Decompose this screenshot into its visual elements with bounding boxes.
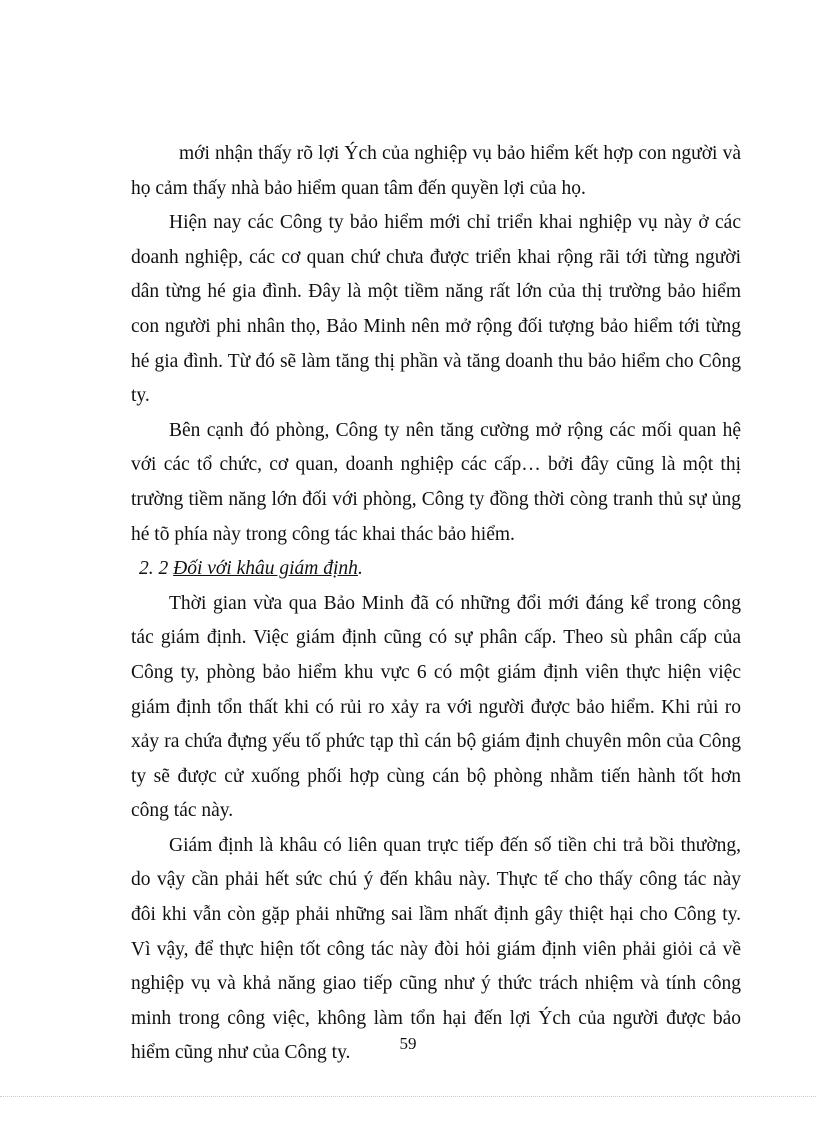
paragraph-assessment-importance: Giám định là khâu có liên quan trực tiếp đến số tiền chi trả bồi thường, do vậy cần phải hết sức chú ý đến khâu này. Thực tế cho thấy công tác này đôi khi vẫn còn gặp phải những sai lầm nhất định gây thiệt hại cho Công ty. Vì vậy, để thực hiện tốt công tác này đòi hỏi giám định viên phải giỏi cả về nghiệp vụ và khả năng giao tiếp cũng như ý thức trách nhiệm và tính công minh trong công việc, không làm tổn hại đến lợi Ých của người được bảo hiểm cũng như của Công ty.	[131, 834, 741, 1064]
section-heading	[131, 552, 741, 587]
paragraph-intro-continuation: mới nhận thấy rõ lợi Ých của nghiệp vụ bảo hiểm kết hợp con người và họ cảm thấy nhà bảo hiểm quan tâm đến quyền lợi của họ.	[131, 143, 741, 199]
heading-number: 2. 2	[139, 558, 169, 580]
page-bottom-divider	[0, 1096, 816, 1097]
heading-title: Đối với khâu giám định	[173, 558, 358, 580]
heading-suffix: .	[357, 558, 363, 580]
document-body	[131, 137, 741, 1071]
paragraph-assessment-changes: Thời gian vừa qua Bảo Minh đã có những đổi mới đáng kể trong công tác giám định. Việc giám định cũng có sự phân cấp. Theo sù phân cấp của Công ty, phòng bảo hiểm khu vực 6 có một giám định viên thực hiện việc giám định tổn thất khi có rủi ro xảy ra với người được bảo hiểm. Khi rủi ro xảy ra chứa đựng yếu tố phức tạp thì cán bộ giám định chuyên môn của Công ty sẽ được cử xuống phối hợp cùng cán bộ phòng nhằm tiến hành tốt hơn công tác này.	[131, 592, 741, 822]
page-number: 59	[399, 1034, 417, 1053]
paragraph-insurance-expansion: Hiện nay các Công ty bảo hiểm mới chỉ triển khai nghiệp vụ này ở các doanh nghiệp, các cơ quan chứ chưa được triển khai rộng rãi tới từng người dân từng hé gia đình. Đây là một tiềm năng rất lớn của thị trường bảo hiểm con người phi nhân thọ, Bảo Minh nên mở rộng đối tượng bảo hiểm tới từng hé gia đình. Từ đó sẽ làm tăng thị phần và tăng doanh thu bảo hiểm cho Công ty.	[131, 212, 741, 407]
paragraph-relations: Bên cạnh đó phòng, Công ty nên tăng cường mở rộng các mối quan hệ với các tổ chức, cơ quan, doanh nghiệp các cấp… bởi đây cũng là một thị trường tiềm năng lớn đối với phòng, Công ty đồng thời còng tranh thủ sự ủng hé tõ phía này trong công tác khai thác bảo hiểm.	[131, 419, 741, 545]
